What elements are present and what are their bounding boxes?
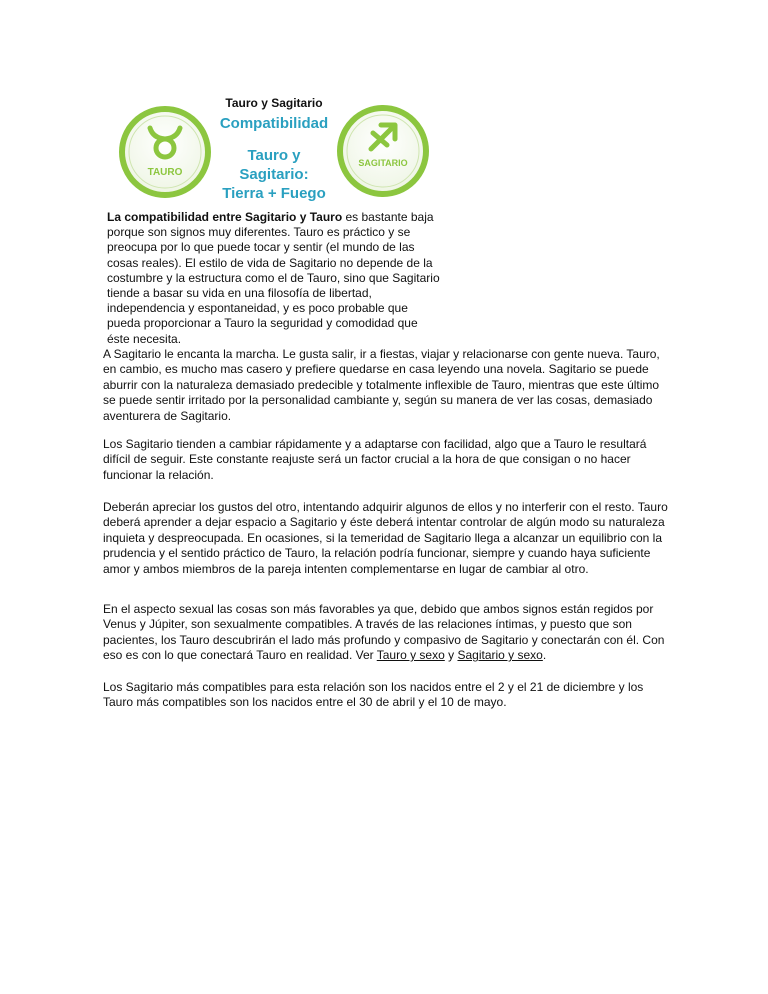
sagitario-sexo-link[interactable]: Sagitario y sexo [457,648,543,663]
sagitario-emblem [335,103,431,199]
taurus-icon [117,104,213,200]
paragraph-4-text: En el aspecto sexual las cosas son más favorables ya que, debido que ambos signos están regidos por Venus y Júpiter, son sexualmente compatibles. A través de las relaciones íntimas, y puesto que son pacientes, los Tauro descubrirán el lado más profundo y compasivo de Sagitario y conectarán con él. Con eso es con lo que conectará Tauro en realidad. Ver [103,602,665,663]
subtitle-line-1: Tauro y [247,147,301,164]
tauro-sexo-link[interactable]: Tauro y sexo [376,648,445,663]
paragraph-4-end: . [542,648,547,663]
title-block [200,96,348,203]
paragraph-1: A Sagitario le encanta la marcha. Le gusta salir, ir a fiestas, viajar y relacionarse con gente nueva. Tauro, en cambio, es mucho mas casero y prefiere quedarse en casa leyendo una novela. Sagitario se puede aburrir con la naturaleza demasiado predecible y totalmente inflexible de Tauro, mientras que este último se puede sentir irritado por la personalidad cambiante y, según su manera de ver las cosas, demasiado aventurera de Sagitario. [103,347,660,423]
tauro-emblem [117,104,213,200]
tauro-label: TAURO [147,167,183,178]
subtitle-line-2: Sagitario: [239,166,309,183]
intro-bold: La compatibilidad entre Sagitario y Tauro [107,210,343,224]
subtitle [200,146,348,203]
subtitle-line-3: Tierra + Fuego [222,185,326,202]
page-title: Compatibilidad [219,115,329,132]
intro-text: es bastante baja porque son signos muy diferentes. Tauro es práctico y se preocupa por lo que puede tocar y sentir (el mundo de las cosas reales). El estilo de vida de Sagitario no depende de la costumbre y la estructura como el de Tauro, sino que Sagitario tiende a basar su vida en una filosofía de libertad, independencia y espontaneidad, y es poco probable que pueda proporcionar a Tauro la seguridad y comodidad que éste necesita. [107,210,440,346]
paragraph-4 [103,602,669,664]
paragraph-5: Los Sagitario más compatibles para esta relación son los nacidos entre el 2 y el 21 de diciembre y los Tauro más compatibles son los nacidos entre el 30 de abril y el 10 de mayo. [103,680,644,710]
sagittarius-icon [335,103,431,199]
sagitario-label: SAGITARIO [358,158,408,168]
small-title: Tauro y Sagitario [225,96,323,110]
intro-paragraph [107,210,443,347]
paragraph-2: Los Sagitario tienden a cambiar rápidamente y a adaptarse con facilidad, algo que a Tauro le resultará difícil de seguir. Este constante reajuste será un factor crucial a la hora de que consigan o no hacer funcionar la relación. [103,437,647,482]
paragraph-4-mid: y [444,648,458,663]
paragraph-3: Deberán apreciar los gustos del otro, intentando adquirir algunos de ellos y no interferir con el resto. Tauro deberá aprender a dejar espacio a Sagitario y éste deberá intentar controlar de algún modo su naturaleza inquieta y despreocupada. En ocasiones, si la temeridad de Sagitario llega a alcanzar un equilibrio con la prudencia y el sentido práctico de Tauro, la relación podría funcionar, siempre y cuando haya suficiente amor y ambos miembros de la pareja intenten complementarse en lugar de cambiar al otro. [103,500,668,576]
